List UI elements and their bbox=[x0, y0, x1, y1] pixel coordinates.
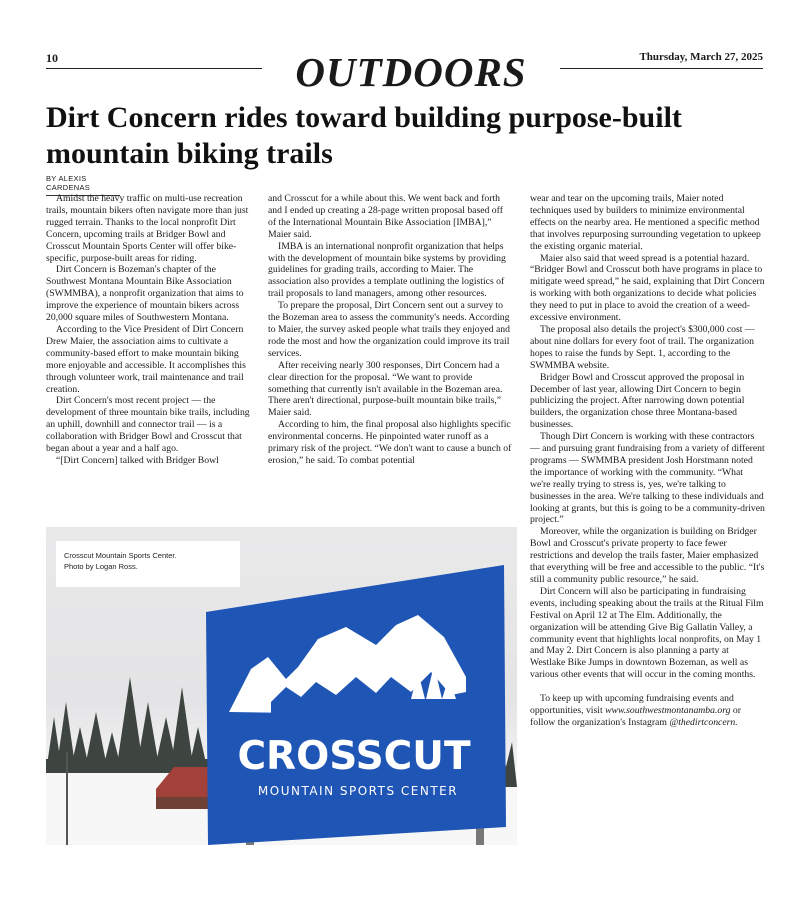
photo-caption bbox=[56, 541, 240, 587]
paragraph: IMBA is an international nonprofit organization that helps with the development of mountain bike systems by providing guidelines for grading trails, according to Maier. The association also provides a template outlining the logistics of trail proposals to land managers, among other resources. bbox=[268, 240, 506, 300]
paragraph: wear and tear on the upcoming trails, Maier noted techniques used by builders to minimize environmental effects on the nearby area. He mentioned a specific method that involves repurposing surrounding vegetation to upkeep the existing organic material. bbox=[530, 193, 761, 252]
paragraph: and Crosscut for a while about this. We went back and forth and I ended up creating a 28-page written proposal based off of the International Mountain Bike Association [IMBA],” Maier said. bbox=[268, 193, 503, 240]
headline bbox=[46, 100, 766, 172]
closing-mid: or follow the organization's Instagram bbox=[530, 705, 741, 728]
sign-main-text: CROSSCUT bbox=[237, 734, 471, 779]
page-number: 10 bbox=[46, 51, 58, 65]
header-rule-left bbox=[46, 68, 262, 69]
paragraph: Dirt Concern is Bozeman's chapter of the Southwest Montana Mountain Bike Association (SWMMBA), a nonprofit organization that aims to improve the experience of mountain bikers across 20,000 square miles of Southwestern Montana. bbox=[46, 264, 244, 324]
paragraph: Moreover, while the organization is building on Bridger Bowl and Crosscut's private property to face fewer restrictions and develop the trails faster, Maier emphasized that everything will be free and accessible to the public. “It's still a community public resource,” he said. bbox=[530, 526, 765, 585]
paragraph: Bridger Bowl and Crosscut approved the proposal in December of last year, allowing Dirt Concern to begin publicizing the project. After narrowing down potential builders, the organization chose three Montana-based businesses. bbox=[530, 371, 745, 431]
byline: BY ALEXIS CARDENAS bbox=[46, 174, 120, 196]
caption-line-2: Photo by Logan Ross. bbox=[64, 562, 138, 571]
paragraph: Though Dirt Concern is working with these contractors — and pursuing grant fundraising from a variety of different programs — SWMMBA president Josh Horstmann noted the importance of working with the community. “What we're really trying to stress is, yes, we're talking to businesses in the area. We're talking to these individuals and looking at grants, but this is going to be a community-driven project.” bbox=[530, 431, 765, 526]
paragraph: The proposal also details the project's $300,000 cost — about nine dollars for every foot of trail. The organization hopes to raise the funds by Sept. 1, according to the SWMMBA website. bbox=[530, 323, 755, 371]
paragraph: Maier also said that weed spread is a potential hazard. “Bridger Bowl and Crosscut both have programs in place to mitigate weed spread,” he said, explaining that Dirt Concern is working with both organizations to decide what policies they need to put in place to avoid the creation of a weed-excessive environment. bbox=[530, 252, 765, 324]
headline-line-2: mountain biking trails bbox=[46, 137, 333, 170]
paragraph: According to him, the final proposal also highlights specific environmental concerns. He pinpointed water runoff as a primary risk of the project. “We don't want to cause a bunch of erosion,” he said. To combat potential bbox=[268, 419, 512, 466]
headline-line-1: Dirt Concern rides toward building purpose-built bbox=[46, 101, 682, 134]
closing-lead: To keep up with upcoming fundraising events and opportunities, visit bbox=[530, 693, 734, 717]
paragraph: Dirt Concern will also be participating in fundraising events, including speaking about the trails at the Ritual Film Festival on April 12 at The Elm. Additionally, the organization will be attending Give Big Gallatin Valley, a community event that highlights local nonprofits, on May 1 and May 2. Dirt Concern is also planning a party at Westlake Bike Jumps in downtown Bozeman, as well as various other events that will occur in the coming months. bbox=[530, 585, 764, 681]
issue-date: Thursday, March 27, 2025 bbox=[639, 51, 763, 63]
article-photo bbox=[46, 527, 517, 845]
paragraph: Amidst the heavy traffic on multi-use recreation trails, mountain bikers often navigate more than just rugged terrain. Thanks to the local nonprofit Dirt Concern, upcoming trails at Bridger Bowl and Crosscut Mountain Sports Center will offer bike-specific, purpose-built areas for riding. bbox=[46, 193, 249, 264]
paragraph: “[Dirt Concern] talked with Bridger Bowl bbox=[56, 454, 219, 466]
instagram-handle[interactable]: @thedirtconcern. bbox=[669, 716, 738, 728]
article-column-2 bbox=[268, 193, 513, 467]
article-column-3 bbox=[530, 193, 765, 729]
caption-line-1: Crosscut Mountain Sports Center. bbox=[64, 551, 177, 560]
closing-paragraph bbox=[530, 693, 765, 729]
paragraph: Dirt Concern's most recent project — the development of three mountain bike trails, including an uphill, downhill and connector trail — is a collaboration with Bridger Bowl and Crosscut that began about a year and a half ago. bbox=[46, 395, 250, 455]
paragraph: According to the Vice President of Dirt Concern Drew Maier, the association aims to cultivate a community-based effort to make mountain biking more enjoyable and accessible. It accomplishes this through volunteer work, trail maintenance and trail creation. bbox=[46, 323, 246, 395]
header-rule-right bbox=[560, 68, 763, 69]
article-column-1 bbox=[46, 193, 256, 467]
sign-sub-text: MOUNTAIN SPORTS CENTER bbox=[257, 784, 459, 798]
utility-pole bbox=[66, 752, 68, 845]
paragraph: To prepare the proposal, Dirt Concern sent out a survey to the Bozeman area to assess the community's needs. According to Maier, the survey asked people what trails they enjoyed and rode the most and how the organization could improve its trail services. bbox=[268, 300, 510, 359]
paragraph: After receiving nearly 300 responses, Dirt Concern had a clear direction for the proposal. “We want to provide something that currently isn't available in the Bozeman area. There aren't directional, purpose-built mountain bike trails,” Maier said. bbox=[268, 359, 503, 419]
website-link[interactable]: www.southwestmontanamba.org bbox=[605, 705, 731, 717]
section-title: OUTDOORS bbox=[295, 49, 527, 95]
